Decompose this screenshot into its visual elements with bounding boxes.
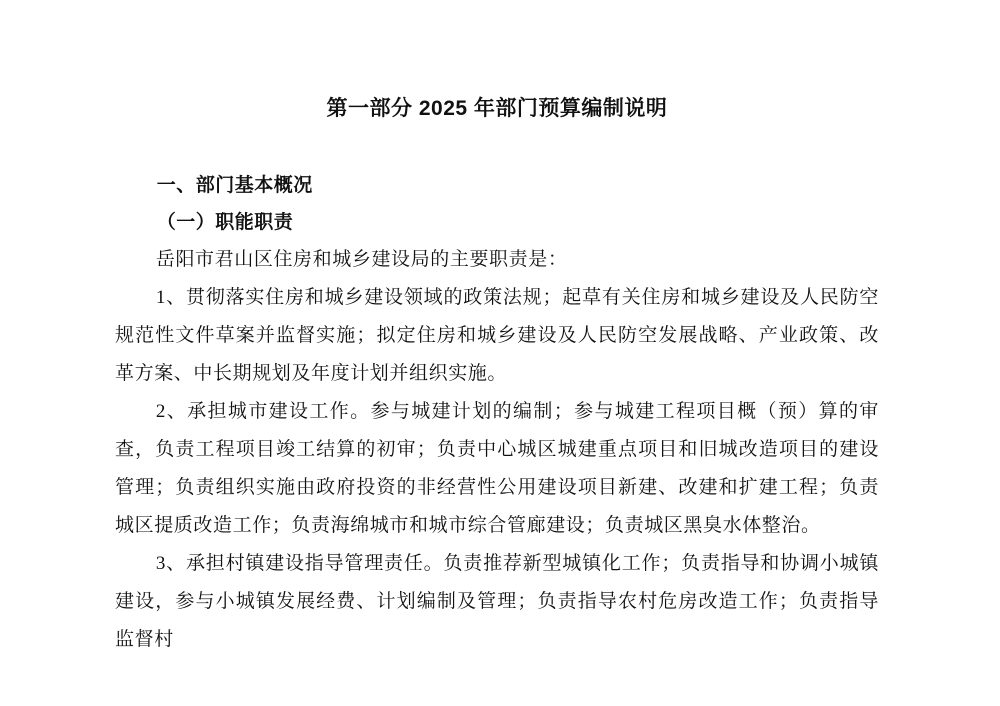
paragraph-duty-2: 2、承担城市建设工作。参与城建计划的编制；参与城建工程项目概（预）算的审查，负责工程项目竣工结算的初审；负责中心城区城建重点项目和旧城改造项目的建设管理；负责组织实施由政府投资的非经营性公用建设项目新建、改建和扩建工程；负责城区提质改造工作；负责海绵城市和城市综合管廊建设；负责城区黑臭水体整治。: [115, 401, 879, 536]
section-heading-department-overview: 一、部门基本概况: [156, 175, 313, 196]
paragraph-duty-3: 3、承担村镇建设指导管理责任。负责推荐新型城镇化工作；负责指导和协调小城镇建设，参与小城镇发展经费、计划编制及管理；负责指导农村危房改造工作；负责指导监督村: [115, 553, 879, 650]
page-title: 第一部分 2025 年部门预算编制说明: [326, 97, 668, 120]
subsection-heading-functions-duties: （一）职能职责: [156, 212, 294, 233]
paragraph-duty-1: 1、贯彻落实住房和城乡建设领域的政策法规；起草有关住房和城乡建设及人民防空规范性文件草案并监督实施；拟定住房和城乡建设及人民防空发展战略、产业政策、改革方案、中长期规划及年度计划并组织实施。: [115, 287, 879, 384]
paragraph-intro: 岳阳市君山区住房和城乡建设局的主要职责是：: [155, 249, 568, 270]
